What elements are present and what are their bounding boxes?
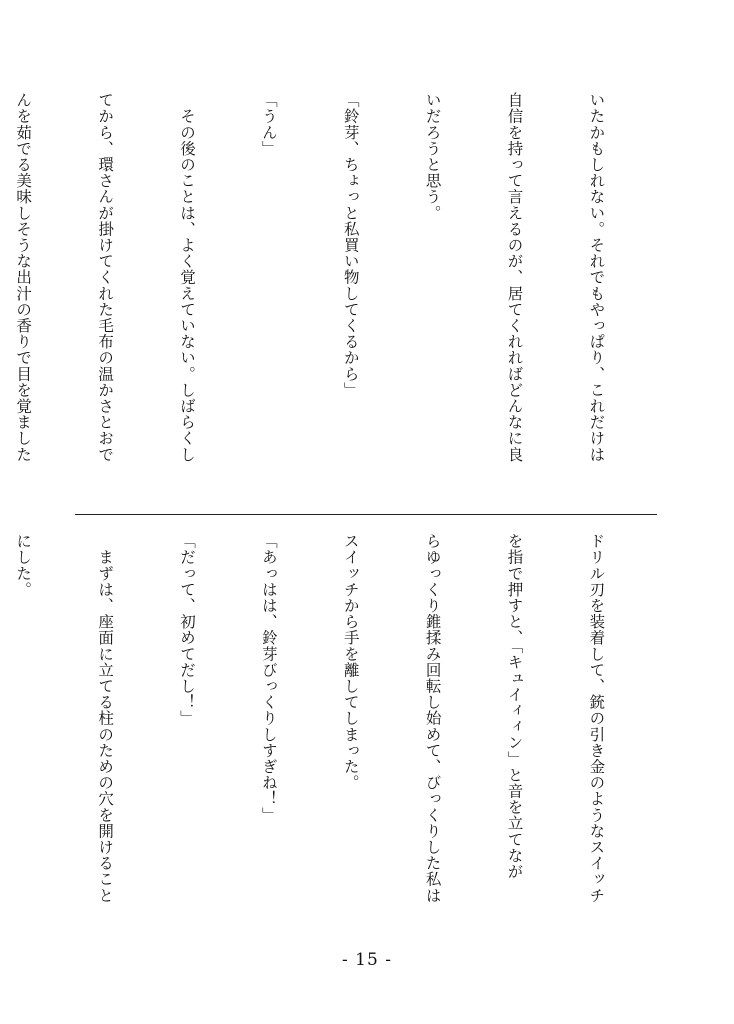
block-divider — [75, 514, 657, 515]
text-line: んを茹でる美味しそうな出汁の香りで目を覚ました — [14, 92, 33, 463]
text-line: らゆっくり錐揉み回転し始めて、びっくりした私は — [423, 533, 442, 904]
bottom-text-block — [0, 533, 664, 941]
text-line: いたかもしれない。それでもやっぱり、これだけは — [587, 92, 606, 463]
text-line: 「鈴芽、ちょっと私買い物してくるから」 — [341, 92, 360, 398]
text-line: にした。 — [14, 533, 33, 598]
text-line: 自信を持って言えるのが、居てくれればどんなに良 — [505, 92, 524, 463]
text-line: 「だって、初めてだし！」 — [177, 533, 196, 727]
text-line: その後のことは、よく覚えていない。しばらくし — [177, 92, 196, 463]
text-line: 「うん」 — [259, 92, 278, 157]
page-number: - 15 - — [342, 950, 392, 970]
text-line: まずは、座面に立てる柱のための穴を開けること — [96, 533, 115, 904]
text-line: いだろうと思う。 — [423, 92, 442, 221]
text-line: を指で押すと、「キュイィィン」と音を立てなが — [505, 533, 524, 880]
text-line: てから、環さんが掛けてくれた毛布の温かさとおで — [96, 92, 115, 463]
text-line: スイッチから手を離してしまった。 — [341, 533, 360, 791]
top-text-block — [0, 92, 664, 502]
text-line: 「あっはは、鈴芽びっくりしすぎね！」 — [259, 533, 278, 823]
text-line: ドリル刃を装着して、銃の引き金のようなスイッチ — [587, 533, 606, 904]
